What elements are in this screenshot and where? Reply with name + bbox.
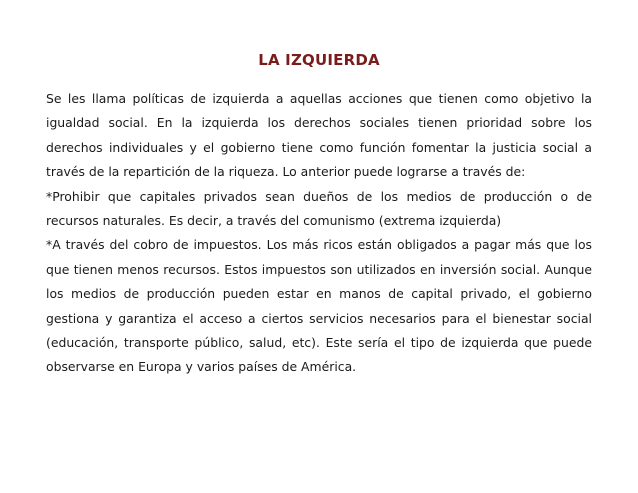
body-text [46, 87, 592, 380]
paragraph-communism: *Prohibir que capitales privados sean dueños de los medios de producción o de recursos naturales. Es decir, a través del comunismo (extrema izquierda) [46, 188, 592, 229]
page-title: LA IZQUIERDA [258, 51, 380, 69]
paragraph-intro: Se les llama políticas de izquierda a aquellas acciones que tienen como objetivo la igualdad social. En la izquierda los derechos sociales tienen prioridad sobre los derechos individuales y el gobierno tiene como función fomentar la justicia social a través de la repartición de la riqueza. Lo anterior puede lograrse a través de: [46, 91, 592, 180]
paragraph-taxes: *A través del cobro de impuestos. Los más ricos están obligados a pagar más que los que tienen menos recursos. Estos impuestos son utilizados en inversión social. Aunque los medios de producción pueden estar en manos de capital privado, el gobierno gestiona y garantiza el acceso a ciertos servicios necesarios para el bienestar social (educación, transporte público, salud, etc). Este sería el tipo de izquierda que puede observarse en Europa y varios países de América. [46, 237, 592, 375]
